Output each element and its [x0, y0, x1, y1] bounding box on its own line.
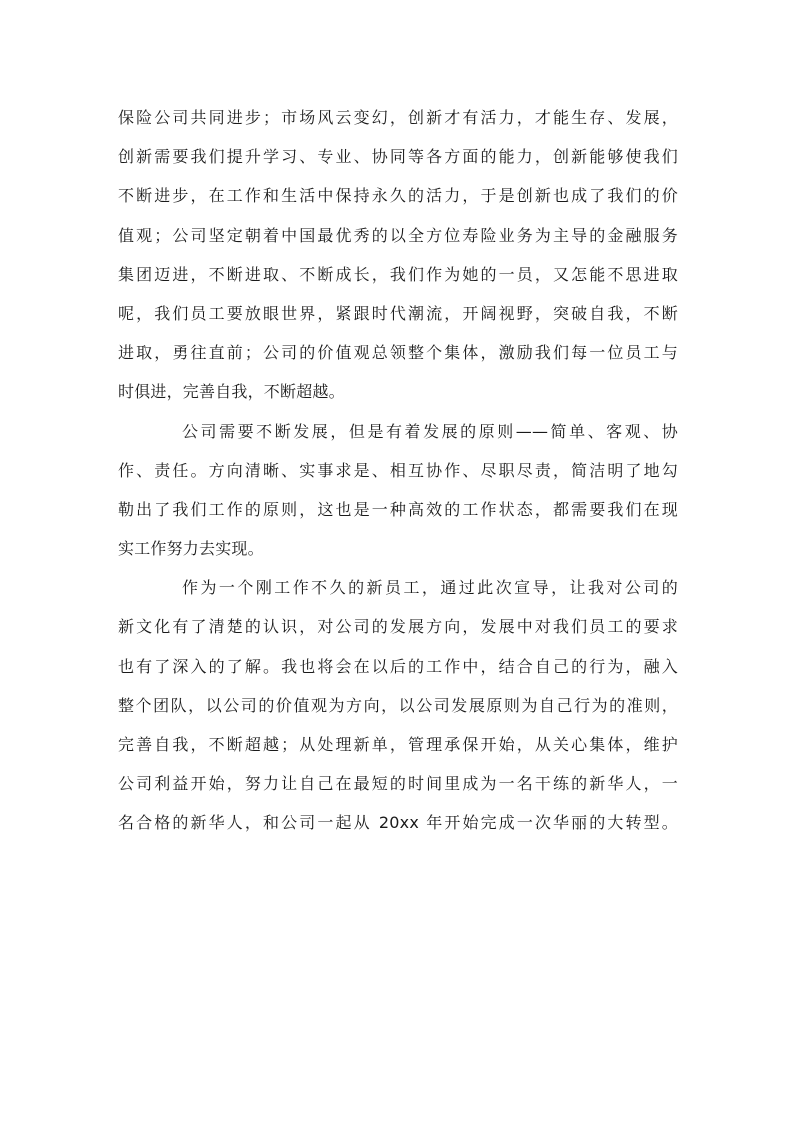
paragraph-line: 不断进步，在工作和生活中保持永久的活力，于是创新也成了我们的价 — [118, 186, 678, 206]
paragraph-line: 名合格的新华人，和公司一起从 20xx 年开始完成一次华丽的大转型。 — [118, 813, 678, 833]
paragraph-line: 时俱进，完善自我，不断超越。 — [118, 382, 345, 402]
paragraph-line: 整个团队，以公司的价值观为方向，以公司发展原则为自己行为的准则， — [118, 695, 678, 715]
paragraph-line: 公司需要不断发展，但是有着发展的原则——简单、客观、协 — [182, 421, 678, 441]
paragraph-line: 值观；公司坚定朝着中国最优秀的以全方位寿险业务为主导的金融服务 — [118, 225, 678, 245]
paragraph-line: 完善自我，不断超越；从处理新单，管理承保开始，从关心集体，维护 — [118, 735, 678, 754]
paragraph-line: 公司利益开始，努力让自己在最短的时间里成为一名干练的新华人，一 — [118, 774, 678, 794]
paragraph-2 — [118, 412, 678, 569]
paragraph-1 — [118, 98, 678, 412]
paragraph-line: 作为一个刚工作不久的新员工，通过此次宣导，让我对公司的 — [182, 578, 678, 598]
document-body — [118, 98, 678, 843]
paragraph-line: 也有了深入的了解。我也将会在以后的工作中，结合自己的行为，融入 — [118, 656, 678, 676]
paragraph-line: 保险公司共同进步；市场风云变幻，创新才有活力，才能生存、发展， — [118, 108, 678, 127]
paragraph-line: 进取，勇往直前；公司的价值观总领整个集体，激励我们每一位员工与 — [118, 343, 678, 363]
paragraph-3 — [118, 568, 678, 842]
paragraph-line: 新文化有了清楚的认识，对公司的发展方向，发展中对我们员工的要求 — [118, 617, 678, 637]
paragraph-line: 创新需要我们提升学习、专业、协同等各方面的能力，创新能够使我们 — [118, 147, 678, 167]
paragraph-line: 集团迈进，不断进取、不断成长，我们作为她的一员，又怎能不思进取 — [118, 264, 678, 284]
paragraph-line: 勒出了我们工作的原则，这也是一种高效的工作状态，都需要我们在现 — [118, 499, 678, 519]
paragraph-line: 作、责任。方向清晰、实事求是、相互协作、尽职尽责，简洁明了地勾 — [118, 460, 678, 480]
paragraph-line: 实工作努力去实现。 — [118, 539, 264, 559]
paragraph-line: 呢，我们员工要放眼世界，紧跟时代潮流，开阔视野，突破自我，不断 — [118, 303, 678, 323]
